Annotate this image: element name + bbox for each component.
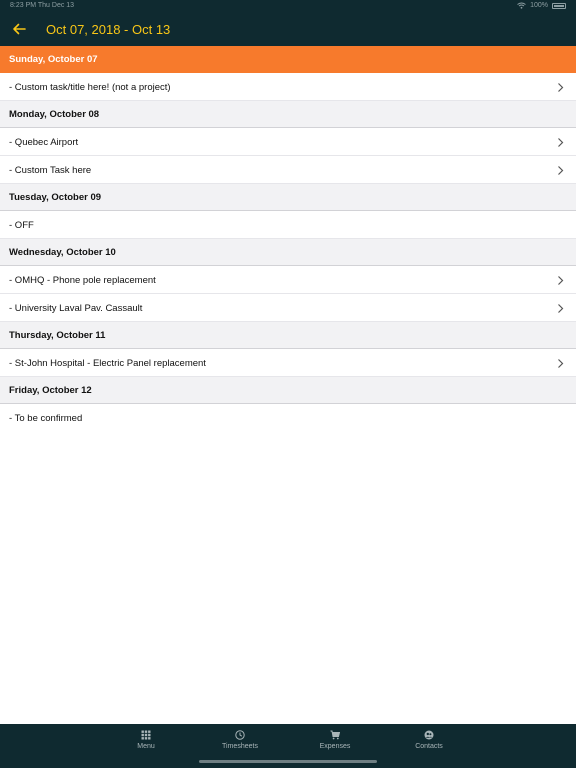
chevron-right-icon — [557, 82, 564, 93]
task-row[interactable] — [0, 156, 576, 184]
task-label: - St-John Hospital - Electric Panel replacement — [9, 358, 206, 369]
day-header-tuesday: Tuesday, October 09 — [0, 184, 576, 211]
tab-label: Expenses — [319, 743, 351, 750]
task-label: - Custom Task here — [9, 165, 92, 176]
wifi-icon — [517, 2, 526, 9]
task-row — [0, 211, 576, 239]
task-row[interactable] — [0, 349, 576, 377]
tab-menu[interactable] — [106, 724, 186, 768]
day-header-monday: Monday, October 08 — [0, 101, 576, 128]
task-label: - Quebec Airport — [9, 137, 79, 148]
task-label: - To be confirmed — [9, 413, 83, 424]
page-title: Oct 07, 2018 - Oct 13 — [46, 22, 171, 37]
chevron-right-icon — [557, 165, 564, 176]
home-indicator[interactable] — [199, 760, 377, 763]
grid-icon — [141, 730, 151, 740]
chevron-right-icon — [557, 303, 564, 314]
chevron-right-icon — [557, 358, 564, 369]
task-label: - OFF — [9, 220, 34, 231]
arrow-left-icon[interactable] — [12, 22, 26, 36]
day-header-thursday: Thursday, October 11 — [0, 322, 576, 349]
battery-percent: 100% — [530, 2, 548, 9]
task-row[interactable] — [0, 294, 576, 322]
task-row[interactable] — [0, 73, 576, 101]
contacts-icon — [424, 730, 434, 740]
task-row[interactable] — [0, 128, 576, 156]
chevron-right-icon — [557, 137, 564, 148]
day-header-friday: Friday, October 12 — [0, 377, 576, 404]
chevron-right-icon — [557, 275, 564, 286]
clock-icon — [235, 730, 245, 740]
nav-bar — [0, 12, 576, 46]
week-task-list — [0, 46, 576, 432]
task-label: - University Laval Pav. Cassault — [9, 303, 143, 314]
cart-icon — [330, 730, 340, 740]
day-header-sunday: Sunday, October 07 — [0, 46, 576, 73]
task-label: - Custom task/title here! (not a project) — [9, 82, 171, 93]
tab-label: Menu — [137, 743, 155, 750]
tab-contacts[interactable] — [389, 724, 469, 768]
task-row — [0, 404, 576, 432]
task-row[interactable] — [0, 266, 576, 294]
status-bar — [0, 0, 576, 12]
status-time-date: 8:23 PM Thu Dec 13 — [10, 2, 75, 9]
battery-icon — [552, 3, 566, 9]
day-header-wednesday: Wednesday, October 10 — [0, 239, 576, 266]
tab-label: Contacts — [415, 743, 443, 750]
task-label: - OMHQ - Phone pole replacement — [9, 275, 156, 286]
status-indicators — [517, 2, 566, 9]
tab-label: Timesheets — [222, 743, 258, 750]
